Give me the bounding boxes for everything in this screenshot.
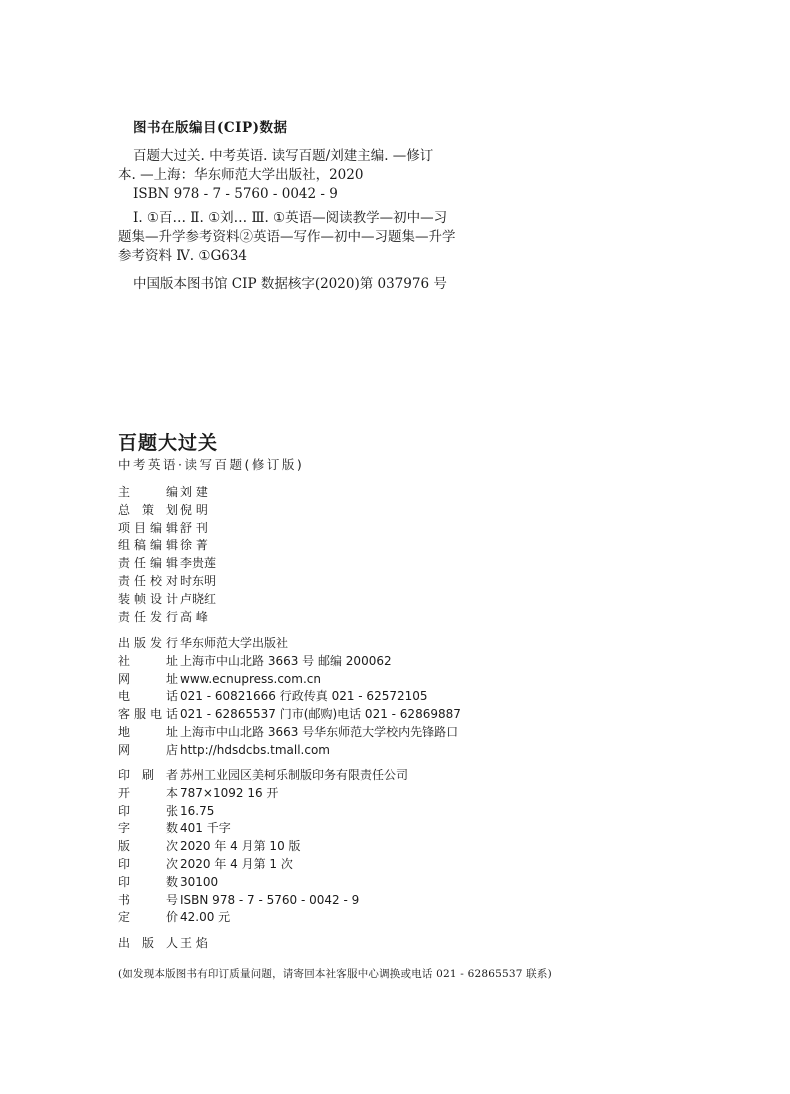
- credit-value: 42.00 元: [180, 910, 231, 925]
- credit-label: 电 话: [118, 689, 178, 704]
- credit-value: www.ecnupress.com.cn: [180, 671, 321, 686]
- credit-value: 苏州工业园区美柯乐制版印务有限责任公司: [180, 768, 409, 782]
- credit-label: 项 目 编 辑: [118, 520, 178, 535]
- cip-isbn: ISBN 978 - 7 - 5760 - 0042 - 9: [133, 186, 338, 202]
- publisher-info: [118, 635, 461, 760]
- credit-value: 2020 年 4 月第 1 次: [180, 856, 293, 871]
- cip-line: 参考资料 Ⅳ. ①G634: [118, 248, 248, 264]
- credit-value: 徐 菁: [180, 538, 208, 553]
- cip-bibliographic-entry: [118, 147, 518, 204]
- credit-row: [118, 785, 408, 803]
- credit-label: 网 店: [118, 742, 178, 757]
- credit-row: [118, 892, 408, 910]
- credit-value: http://hdsdcbs.tmall.com: [180, 742, 330, 757]
- credit-value: 021 - 60821666 行政传真 021 - 62572105: [180, 689, 428, 704]
- credit-row: [118, 591, 216, 609]
- credit-label: 客 服 电 话: [118, 707, 178, 722]
- credit-value: 021 - 62865537 门市(邮购)电话 021 - 62869887: [180, 707, 461, 722]
- credit-value: ISBN 978 - 7 - 5760 - 0042 - 9: [180, 892, 360, 907]
- credit-label: 责 任 校 对: [118, 573, 178, 588]
- cip-line: 题集—升学参考资料②英语—写作—初中—习题集—升学: [118, 229, 456, 245]
- credit-row: [118, 671, 461, 689]
- credit-row: [118, 803, 408, 821]
- credit-value: 王 焰: [180, 936, 208, 950]
- quality-footnote: (如发现本版图书有印订质量问题，请寄回本社客服中心调换或电话 021 - 62865537 联系): [118, 968, 552, 980]
- credit-value: 787×1092 16 开: [180, 785, 279, 800]
- credit-value: 舒 刊: [180, 520, 208, 535]
- credit-row: [118, 838, 408, 856]
- cip-line: 本. —上海：华东师范大学出版社，2020: [118, 167, 364, 183]
- credit-value: 时东明: [180, 573, 217, 588]
- credit-row: [118, 935, 208, 953]
- printing-info: [118, 767, 408, 927]
- credit-value: 401 千字: [180, 821, 231, 836]
- credit-label: 印 张: [118, 803, 178, 818]
- credit-value: 16.75: [180, 803, 215, 818]
- book-title: 百题大过关: [118, 432, 219, 454]
- cip-heading: 图书在版编目(CIP)数据: [133, 120, 288, 136]
- cip-line: Ⅰ. ①百… Ⅱ. ①刘… Ⅲ. ①英语—阅读教学—初中—习: [133, 210, 448, 226]
- credit-value: 卢晓红: [180, 591, 217, 606]
- credit-row: [118, 537, 216, 555]
- credit-row: [118, 742, 461, 760]
- credit-row: [118, 555, 216, 573]
- publisher-person: [118, 935, 208, 953]
- credit-row: [118, 484, 216, 502]
- credit-value: 华东师范大学出版社: [180, 636, 289, 650]
- credit-row: [118, 573, 216, 591]
- credit-value: 刘 建: [180, 485, 208, 499]
- credit-label: 定 价: [118, 910, 178, 925]
- credit-value: 上海市中山北路 3663 号华东师范大学校内先锋路口: [180, 724, 459, 739]
- credit-label: 开 本: [118, 785, 178, 800]
- credit-label: 地 址: [118, 724, 178, 739]
- credit-row: [118, 874, 408, 892]
- credit-label: 出 版 发 行: [118, 636, 178, 650]
- credit-label: 总 策 划: [118, 502, 178, 517]
- book-subtitle: 中考英语·读写百题(修订版): [118, 457, 305, 472]
- credit-label: 主 编: [118, 485, 178, 499]
- cip-subject-entry: [118, 209, 518, 266]
- credit-label: 责 任 发 行: [118, 609, 178, 624]
- credit-row: [118, 609, 216, 627]
- credit-label: 版 次: [118, 839, 178, 854]
- credit-row: [118, 909, 408, 927]
- credit-label: 字 数: [118, 821, 178, 836]
- cip-catalog-note-block: [118, 275, 518, 294]
- credit-row: [118, 856, 408, 874]
- credit-row: [118, 653, 461, 671]
- credit-value: 2020 年 4 月第 10 版: [180, 839, 301, 854]
- credit-value: 倪 明: [180, 502, 208, 517]
- credit-label: 印 数: [118, 874, 178, 889]
- credit-label: 网 址: [118, 671, 178, 686]
- credit-row: [118, 724, 461, 742]
- credit-row: [118, 706, 461, 724]
- credit-label: 社 址: [118, 653, 178, 668]
- credit-row: [118, 820, 408, 838]
- credit-value: 高 峰: [180, 609, 208, 624]
- credit-label: 书 号: [118, 892, 178, 907]
- credit-label: 装 帧 设 计: [118, 591, 178, 606]
- staff-credits: [118, 484, 216, 626]
- credit-value: 上海市中山北路 3663 号 邮编 200062: [180, 653, 392, 668]
- credit-label: 印 刷 者: [118, 768, 178, 782]
- credit-value: 李贵莲: [180, 556, 217, 571]
- credit-label: 印 次: [118, 856, 178, 871]
- credit-row: [118, 688, 461, 706]
- credit-value: 30100: [180, 874, 219, 889]
- credit-label: 出 版 人: [118, 936, 178, 950]
- cip-line: 百题大过关. 中考英语. 读写百题/刘建主编. —修订: [133, 148, 434, 164]
- credit-label: 组 稿 编 辑: [118, 538, 178, 553]
- credit-label: 责 任 编 辑: [118, 556, 178, 571]
- cip-catalog-note: 中国版本图书馆 CIP 数据核字(2020)第 037976 号: [133, 276, 447, 292]
- credit-row: [118, 520, 216, 538]
- credit-row: [118, 767, 408, 785]
- credit-row: [118, 635, 461, 653]
- credit-row: [118, 502, 216, 520]
